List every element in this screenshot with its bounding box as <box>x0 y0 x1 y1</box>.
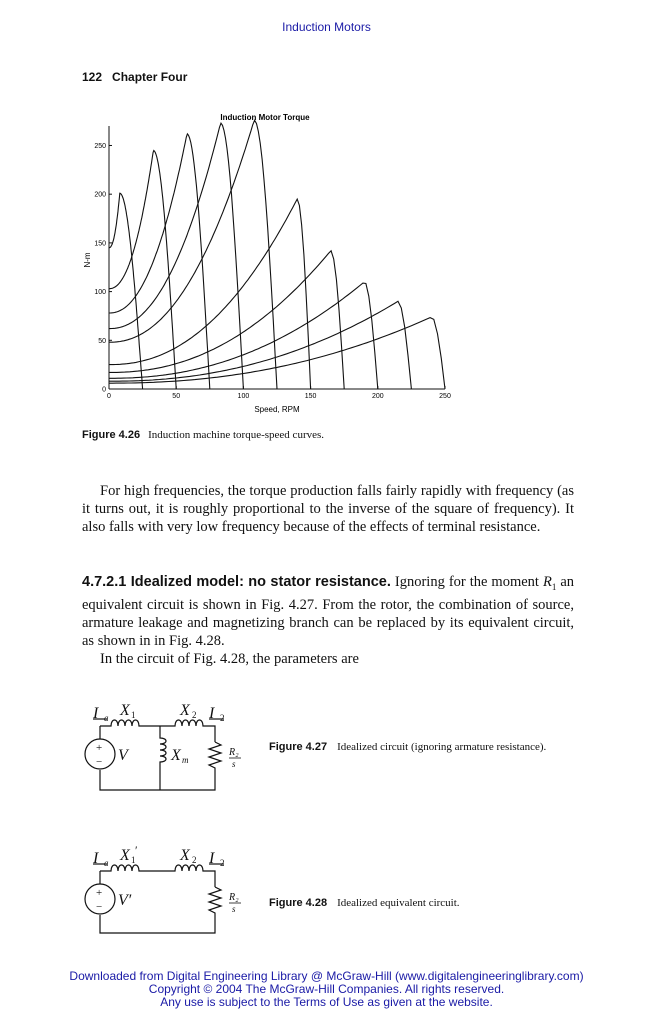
source-plus: + <box>96 887 103 899</box>
r2-denominator: s <box>232 759 236 769</box>
x-tick-label: 0 <box>107 393 111 400</box>
r1-symbol: R <box>542 574 552 590</box>
x-tick-label: 100 <box>237 393 250 400</box>
xm-subscript: m <box>182 755 189 765</box>
footer-line-3: Any use is subject to the Terms of Use as given at the website. <box>160 995 493 1009</box>
x2-label: X <box>180 702 190 719</box>
chapter-title: Chapter Four <box>112 70 188 84</box>
footer <box>0 970 653 1009</box>
figure-4-26-label: Figure 4.26 <box>82 429 141 441</box>
x2-label: X <box>180 847 190 864</box>
chart-series <box>109 120 445 389</box>
figure-4-27-caption <box>269 740 573 755</box>
r2-numerator: R₂ <box>229 747 239 758</box>
ia-subscript: a <box>104 713 109 723</box>
source-plus: + <box>96 742 103 754</box>
x-tick-label: 50 <box>172 393 181 400</box>
xm-label: X <box>171 747 181 764</box>
top-wire-with-inductors <box>100 865 215 887</box>
x1-prime: ′ <box>135 843 138 857</box>
x2-subscript: 2 <box>192 855 197 865</box>
y-tick-label: 0 <box>102 386 106 394</box>
r2-numerator: R₂ <box>229 892 239 903</box>
torque-curve-7 <box>109 251 344 389</box>
y-tick-label: 50 <box>98 337 106 345</box>
y-tick-label: 250 <box>94 142 106 150</box>
section-paragraph-2: In the circuit of Fig. 4.28, the parameters are <box>100 650 359 667</box>
figure-4-28-circuit <box>78 843 248 941</box>
y-tick-label: 100 <box>94 289 106 297</box>
x1-label: X <box>120 847 130 864</box>
figure-4-28-text: Idealized equivalent circuit. <box>337 897 460 909</box>
v-prime-label: V′ <box>118 892 132 909</box>
chart-y-label: N-m <box>83 252 92 268</box>
section-title: 4.7.2.1 Idealized model: no stator resistance. <box>82 574 391 590</box>
torque-curve-10 <box>109 318 445 389</box>
footer-line-1[interactable]: Downloaded from Digital Engineering Library @ McGraw-Hill (www.digitalengineeringlibrary.com) <box>69 969 584 983</box>
figure-4-27-text: Idealized circuit (ignoring armature resistance). <box>337 741 547 753</box>
figure-4-27-label: Figure 4.27 <box>269 741 328 753</box>
section-text-b: an equivalent circuit is shown in Fig. 4.27. From the rotor, the combination of source, armature leakage and magnetizing branch can be replaced by its equivalent circuit, as shown in in Fig. 4.28. <box>82 574 575 649</box>
ia-subscript: a <box>104 858 109 868</box>
chart-x-label: Speed, RPM <box>254 405 300 414</box>
torque-curve-1 <box>109 193 143 389</box>
running-head: Induction Motors <box>282 20 371 34</box>
chart-ticks <box>94 143 451 400</box>
r1-subscript: 1 <box>551 581 557 592</box>
torque-curve-5 <box>109 120 277 389</box>
chart-axes <box>109 126 445 389</box>
top-wire-with-inductors <box>100 720 215 742</box>
i2-label: I <box>209 705 215 722</box>
page-header <box>82 70 197 84</box>
i2-subscript: 2 <box>220 713 225 723</box>
xm-inductor <box>160 726 166 790</box>
source-minus: − <box>96 756 103 768</box>
figure-4-26-caption <box>82 429 324 441</box>
body-paragraph-1 <box>82 482 574 536</box>
x2-subscript: 2 <box>192 710 197 720</box>
chart-title: Induction Motor Torque <box>220 113 310 122</box>
y-tick-label: 200 <box>94 191 106 199</box>
x1-subscript: 1 <box>131 710 136 720</box>
r2-denominator: s <box>232 904 236 914</box>
ia-label: I <box>93 850 99 867</box>
torque-curve-4 <box>109 123 243 389</box>
x1-subscript: 1 <box>131 855 136 865</box>
section-paragraph <box>82 573 574 650</box>
figure-4-27-circuit <box>78 698 248 796</box>
y-tick-label: 150 <box>94 240 106 248</box>
figure-4-28-caption <box>269 896 573 911</box>
figure-4-28-label: Figure 4.28 <box>269 897 328 909</box>
ia-label: I <box>93 705 99 722</box>
x-tick-label: 200 <box>371 393 384 400</box>
footer-line-2: Copyright © 2004 The McGraw-Hill Companies. All rights reserved. <box>148 982 505 996</box>
section-4-7-2-1 <box>82 573 574 668</box>
page-number: 122 <box>82 70 103 84</box>
paragraph-text: For high frequencies, the torque production falls fairly rapidly with frequency (as it turns out, it is roughly proportional to the inverse of the square of frequency). It also falls with very low frequency because of the effects of terminal resistance. <box>82 483 574 535</box>
figure-4-26-text: Induction machine torque-speed curves. <box>148 429 325 441</box>
x-tick-label: 250 <box>439 393 451 400</box>
i2-subscript: 2 <box>220 858 225 868</box>
section-text-a: Ignoring for the moment <box>394 574 539 590</box>
v-label: V <box>118 747 128 764</box>
torque-curve-2 <box>109 151 176 390</box>
source-minus: − <box>96 901 103 913</box>
x-tick-label: 150 <box>304 393 317 400</box>
x1-label: X <box>120 702 130 719</box>
i2-label: I <box>209 850 215 867</box>
torque-speed-chart <box>78 108 468 418</box>
